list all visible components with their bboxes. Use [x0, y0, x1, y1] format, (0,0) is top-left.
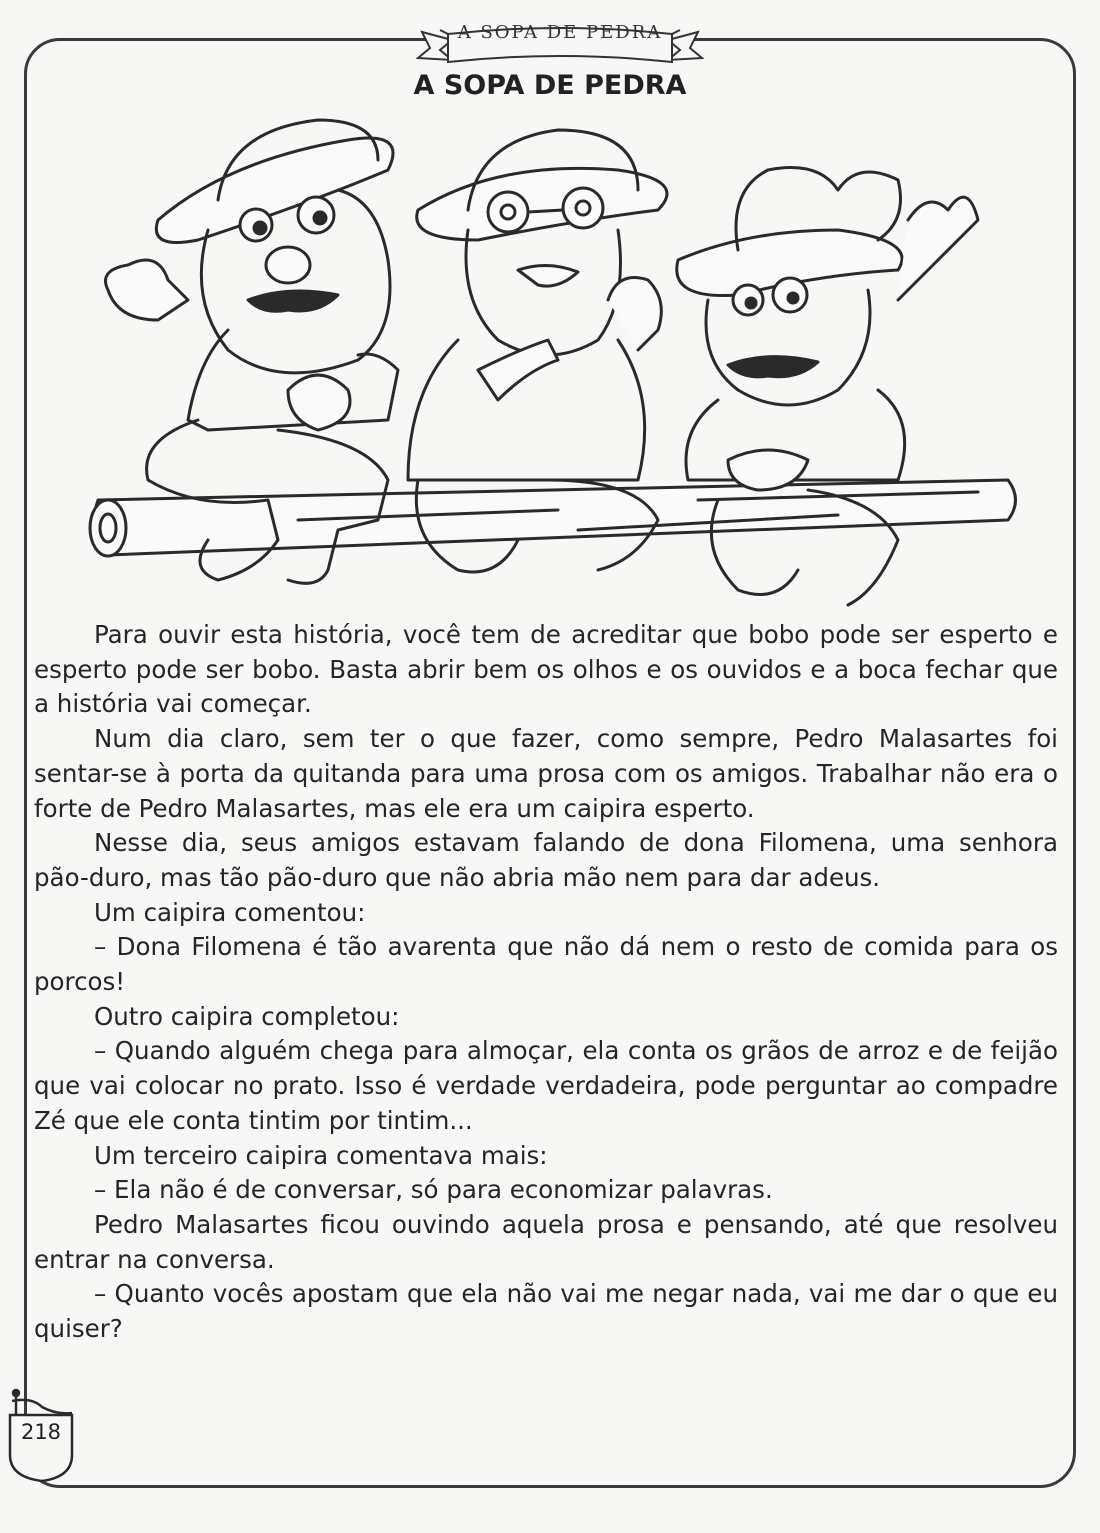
story-paragraph: Pedro Malasartes ficou ouvindo aquela prosa e pensando, até que resolveu entrar na conversa.: [34, 1209, 1058, 1274]
story-dialogue: – Quando alguém chega para almoçar, ela conta os grãos de arroz e de feijão que vai colocar no prato. Isso é verdade verdadeira, pode perguntar ao compadre Zé que ele conta tintim por tintim...: [34, 1036, 1058, 1135]
story-paragraph: Nesse dia, seus amigos estavam falando de dona Filomena, uma senhora pão-duro, mas tão pão-duro que não abria mão nem para dar adeus.: [34, 828, 1058, 892]
page-title: A SOPA DE PEDRA: [413, 70, 687, 101]
ribbon-label: A SOPA DE PEDRA: [457, 22, 663, 43]
story-dialogue: – Ela não é de conversar, só para economizar palavras.: [94, 1175, 773, 1205]
story-paragraph: Para ouvir esta história, você tem de acreditar que bobo pode ser esperto e esperto pode ser bobo. Basta abrir bem os olhos e os ouvidos e a boca fechar que a história vai começar.: [34, 620, 1058, 719]
story-paragraph: Num dia claro, sem ter o que fazer, como sempre, Pedro Malasartes foi sentar-se à porta da quitanda para uma prosa com os amigos. Trabalhar não era o forte de Pedro Malasartes, mas ele era um caipira esperto.: [34, 724, 1058, 823]
right-caipira-drawing: [677, 168, 978, 606]
story-paragraph: Outro caipira completou:: [94, 1001, 400, 1031]
log-drawing: [90, 480, 1016, 556]
story-paragraph: Um caipira comentou:: [94, 897, 366, 927]
story-dialogue: – Quanto vocês apostam que ela não vai me negar nada, vai me dar o que eu quiser?: [34, 1279, 1058, 1344]
three-caipiras-illustration: [78, 100, 1028, 620]
story-dialogue: – Dona Filomena é tão avarenta que não dá nem o resto de comida para os porcos!: [34, 932, 1058, 997]
page-number: 218: [20, 1420, 62, 1444]
story-text: [34, 618, 1058, 1347]
story-paragraph: Um terceiro caipira comentava mais:: [94, 1140, 548, 1170]
